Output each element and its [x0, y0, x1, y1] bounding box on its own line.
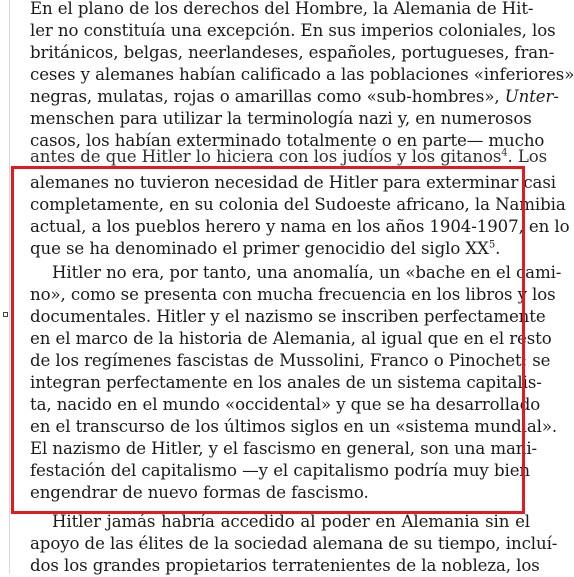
highlighted-line — [30, 306, 546, 328]
text-line — [30, 216, 570, 238]
line-text: ta, nacido en el mundo «occidental» y que se ha desarrollado — [30, 395, 541, 414]
line-text: engendrar de nuevo formas de fascismo. — [30, 483, 369, 502]
line-text: casos, los habían exterminado totalmente o en parte— mucho — [30, 131, 545, 150]
line-text: Hitler no era, por tanto, una anomalía, un «bache en el cami- — [52, 263, 562, 282]
text-line — [30, 533, 558, 555]
text-line — [30, 194, 566, 216]
text-line — [30, 42, 555, 64]
line-text: El nazismo de Hitler, y el fascismo en general, son una mani- — [30, 439, 538, 458]
highlighted-line — [30, 372, 542, 394]
text-line — [30, 555, 540, 577]
line-text: de los regímenes fascistas de Mussolini, Franco o Pinochet: se — [30, 351, 551, 370]
line-text: ler no constituía una excepción. En sus imperios coloniales, los — [30, 21, 556, 40]
highlighted-line — [30, 482, 530, 504]
text-line — [30, 172, 556, 194]
line-text: no», como se presenta con mucha frecuencia en los libros y los — [30, 285, 556, 304]
text-line — [52, 511, 530, 533]
line-text: negras, mulatas, rojas o amarillas como «sub-hombres», — [30, 87, 500, 106]
line-text: que se ha denominado el primer genocidio del siglo XX — [30, 239, 489, 258]
text-line — [30, 146, 548, 168]
line-text: integran perfectamente en los anales de un sistema capitalis- — [30, 373, 542, 392]
text-line — [30, 238, 530, 260]
italic-term: Unter- — [504, 87, 559, 106]
line-text: menschen para utilizar la terminología nazi y, en numerosos — [30, 109, 532, 128]
line-text: En el plano de los derechos del Hombre, la Alemania de Hit- — [30, 0, 534, 18]
line-text: documentales. Hitler y el nazismo se inscriben perfectamente — [30, 307, 546, 326]
highlighted-line — [30, 438, 538, 460]
text-line — [30, 86, 559, 108]
line-text: británicos, belgas, neerlandeses, españoles, portugueses, fran- — [30, 43, 555, 62]
highlighted-line — [30, 394, 541, 416]
page-left-edge — [9, 0, 10, 574]
line-text: actual, a los pueblos herero y nama en los años 1904-1907, en lo — [30, 217, 570, 236]
text-line — [30, 64, 574, 86]
footnote-marker[interactable]: 4 — [501, 147, 508, 159]
line-text: en el marco de la historia de Alemania, al igual que en el resto — [30, 329, 552, 348]
line-text: completamente, en su colonia del Sudoeste africano, la Namibia — [30, 195, 566, 214]
line-text: antes de que Hitler lo hiciera con los judíos y los gitanos — [30, 147, 502, 166]
line-text: alemanes no tuvieron necesidad de Hitler para exterminar casi — [30, 173, 556, 192]
highlighted-line — [52, 262, 562, 284]
highlighted-line — [30, 284, 556, 306]
footnote-marker[interactable]: 5 — [488, 239, 496, 251]
line-text: Hitler jamás habría accedido al poder en Alemania sin el — [52, 512, 530, 531]
text-line — [30, 0, 534, 20]
line-text: ceses y alemanes habían calificado a las poblaciones «inferiores» — [30, 65, 574, 84]
selection-handle[interactable] — [3, 312, 8, 317]
line-text: festación del capitalismo —y el capitalismo podría muy bien — [30, 461, 530, 480]
text-line — [30, 108, 530, 130]
highlighted-line — [30, 416, 558, 438]
line-text: . — [495, 239, 501, 258]
highlighted-line — [30, 460, 530, 482]
line-text: . Los — [507, 147, 548, 166]
line-text: dos los grandes propietarios terratenientes de la nobleza, los — [30, 556, 540, 575]
line-text: en el transcurso de los últimos siglos en un «sistema mundial». — [30, 417, 558, 436]
highlighted-line — [30, 350, 551, 372]
highlighted-line — [30, 328, 552, 350]
line-text: apoyo de las élites de la sociedad alemana de su tiempo, incluí- — [30, 534, 558, 553]
text-line — [30, 20, 556, 42]
